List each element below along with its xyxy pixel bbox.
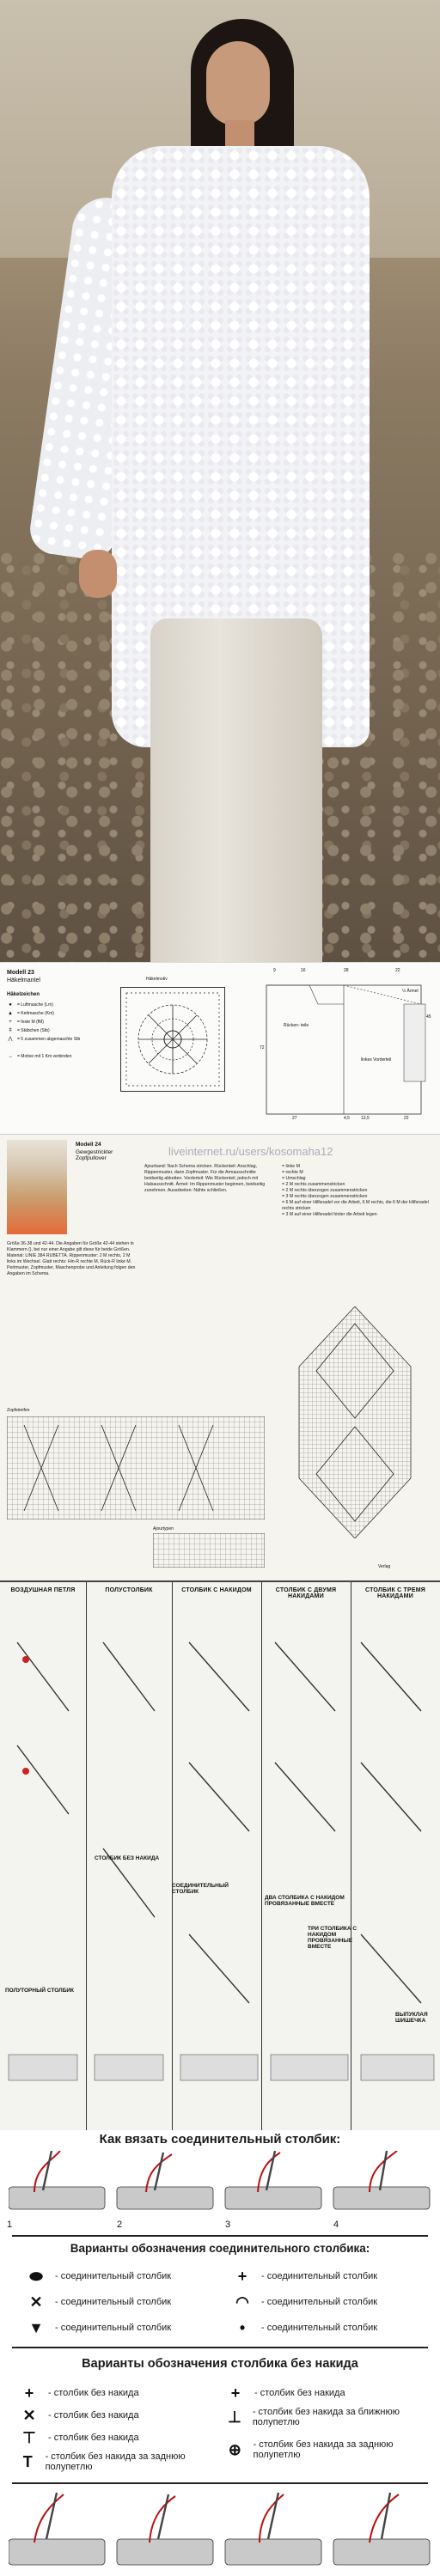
dim-side: 72 bbox=[260, 1045, 265, 1050]
variant-row: ◠ - соединительный столбик bbox=[232, 2293, 377, 2311]
step-number: 1 bbox=[7, 2220, 13, 2230]
pullover-photo bbox=[7, 1140, 67, 1234]
cluster-icon: ⋀ bbox=[8, 1037, 13, 1042]
model-trousers bbox=[150, 618, 322, 962]
slip-stitch-section bbox=[0, 2130, 440, 2576]
legend-list: = linke M = rechte M = Umschlag = 2 M rechts zusammenstricken = 2 M rechts überzogen zusammenstricken = 3 M rechts überzogen zusammenstricken = 6 M auf einer Hilfsnadel vor die Arbeit, 6 M rechts, die 6 M der Hilfsnadel rechts stricken = 3 M auf einer Hilfsnadel hinter die Arbeit legen bbox=[282, 1164, 429, 1217]
dim-top: 22 bbox=[395, 968, 400, 973]
slip-heading: Как вязать соединительный столбик: bbox=[99, 2132, 341, 2147]
scheme-subtitle: Häkelmantel bbox=[7, 977, 40, 984]
variant-row: ✕ - соединительный столбик bbox=[26, 2293, 171, 2311]
column-header: ВОЗДУШНАЯ ПЕТЛЯ bbox=[10, 1587, 76, 1593]
plus-arc-front-icon: ⊥ bbox=[228, 2408, 241, 2426]
filled-oval-icon: ⬬ bbox=[29, 2267, 43, 2285]
legend-row: ▲ = Kettmasche (Km) bbox=[8, 1011, 54, 1016]
plus-icon: + bbox=[230, 2384, 241, 2402]
instructions-col1: Größe 36-38 und 42-44. Die Angaben für Größe 42-44 stehen in Klammern (), bei nur einer Angabe gilt diese für beide Größen. Material: LINIE 384 RUBETTA. Rippenmuster: 2 M rechts, 2 M links im Wechsel. Glatt rechts: Hin-R rechte M, Rück-R linke M. Perlmuster, Zopfmuster, Maschenprobe und Anleitung folgen den Angaben im Schema. bbox=[7, 1241, 136, 1276]
legend-row: → = Motive mit 1 Km verbinden bbox=[8, 1054, 72, 1059]
motif-label: Häkelmotiv bbox=[146, 977, 168, 982]
chain-icon: ● bbox=[9, 1002, 12, 1008]
stitch-illustrations bbox=[0, 1608, 440, 2123]
column-header: ПОЛУСТОЛБИК bbox=[105, 1587, 153, 1593]
stitch-label: ВЫПУКЛАЯ ШИШЕЧКА bbox=[395, 2012, 428, 2024]
instructions-col2: Ajourband: Nach Schema stricken. Rückenteil: Anschlag, Rippenmuster, dann Zopfmuster. Für die Armausschnitte beidseitig abketten. Vorderteil: Wie Rückenteil, jedoch mit Halsausschnitt. Ärmel: Im Rippenmuster beginnen, beidseitig zunehmen. Ausarbeiten: Nähte schließen. bbox=[144, 1164, 266, 1193]
filled-arch-icon: ◠ bbox=[235, 2293, 249, 2311]
plus-arc-back-icon: ⊕ bbox=[228, 2440, 241, 2458]
variant-row: ⊥ - столбик без накида за ближнюю полупетлю bbox=[225, 2407, 431, 2427]
variant-row: ⊤ - столбик без накида bbox=[19, 2429, 139, 2446]
small-dot-icon: • bbox=[239, 2318, 246, 2336]
scheme-title: Modell 23 bbox=[7, 970, 34, 976]
variant-row: + - столбик без накида bbox=[19, 2384, 139, 2402]
motif-chart bbox=[120, 987, 225, 1092]
variant-row: T - столбик без накида за заднюю полупетлю bbox=[19, 2451, 208, 2472]
slip-icon: ▲ bbox=[8, 1011, 13, 1016]
t-bar-bold-icon: T bbox=[22, 2452, 33, 2470]
sc-icon: + bbox=[9, 1020, 12, 1025]
filled-triangle-down-icon: ▼ bbox=[28, 2318, 44, 2336]
scheme-23 bbox=[0, 962, 440, 1135]
stitch-label: СОЕДИНИТЕЛЬНЫЙ СТОЛБИК bbox=[172, 1883, 229, 1895]
part-label: linkes Vorderteil bbox=[361, 1057, 392, 1063]
watermark-text: liveinternet.ru/users/kosomaha12 bbox=[168, 1145, 333, 1158]
plus-icon: + bbox=[24, 2384, 34, 2402]
scheme-title: Modell 24 bbox=[76, 1142, 101, 1148]
dim-top: 16 bbox=[301, 968, 306, 973]
stitch-table bbox=[0, 1580, 440, 2132]
ajour-diamond-chart bbox=[282, 1306, 428, 1538]
part-label: ½ Ärmel bbox=[402, 989, 419, 994]
dim-bottom: 13,5 bbox=[361, 1116, 370, 1121]
motif-diagram bbox=[121, 988, 224, 1091]
divider bbox=[12, 2482, 428, 2484]
part-label: Rücken- teile bbox=[284, 1023, 309, 1028]
join-icon: → bbox=[8, 1054, 13, 1059]
model-hand bbox=[79, 550, 117, 598]
variant-row: ▼ - соединительный столбик bbox=[26, 2319, 171, 2336]
scheme-subtitle: Gewgestrickter Zopfpullover bbox=[76, 1149, 113, 1161]
stitch-label: ПОЛУТОРНЫЙ СТОЛБИК bbox=[5, 1988, 75, 1994]
legend-row: + = feste M (fM) bbox=[7, 1020, 44, 1025]
dc-icon: ǂ bbox=[9, 1028, 12, 1033]
variant-row: + - соединительный столбик bbox=[232, 2268, 377, 2285]
dim-side: 45 bbox=[426, 1014, 431, 1020]
dim-bottom: 22 bbox=[404, 1116, 409, 1121]
model-photo bbox=[0, 0, 440, 962]
ajour-chart bbox=[153, 1533, 265, 1568]
dim-bottom: 4,5 bbox=[344, 1116, 350, 1121]
dim-top: 28 bbox=[344, 968, 349, 973]
dim-top: 9 bbox=[273, 968, 276, 973]
slip-steps-illustration bbox=[9, 2151, 431, 2220]
column-header: СТОЛБИК С ДВУМЯ НАКИДАМИ bbox=[275, 1587, 337, 1599]
cross-x-icon: ✕ bbox=[22, 2406, 36, 2424]
model-face bbox=[206, 41, 270, 125]
stitch-label: СТОЛБИК БЕЗ НАКИДА bbox=[95, 1855, 160, 1861]
scheme-24 bbox=[0, 1134, 440, 1581]
variant-row: ⊕ - столбик без накида за заднюю полупетлю bbox=[225, 2439, 431, 2460]
chart-label: Ajourtypen bbox=[153, 1526, 174, 1532]
t-bar-icon: ⊤ bbox=[22, 2428, 36, 2446]
cross-x-icon: ✕ bbox=[29, 2293, 43, 2311]
variants-heading: Варианты обозначения соединительного столбика: bbox=[70, 2242, 370, 2255]
plus-icon: + bbox=[237, 2267, 248, 2285]
step-number: 4 bbox=[333, 2220, 339, 2230]
legend-row: ǂ = Stäbchen (Stb) bbox=[7, 1028, 50, 1033]
chart-label: Zopfstreifen bbox=[7, 1408, 30, 1413]
step-number: 3 bbox=[225, 2220, 231, 2230]
variant-row: + - столбик без накида bbox=[225, 2384, 345, 2402]
footer-label: Verlag bbox=[378, 1564, 391, 1569]
divider bbox=[12, 2347, 428, 2348]
variant-row: • - соединительный столбик bbox=[232, 2319, 377, 2336]
divider bbox=[12, 2235, 428, 2237]
stitch-label: ДВА СТОЛБИКА С НАКИДОМ ПРОВЯЗАННЫЕ ВМЕСТЕ bbox=[265, 1895, 345, 1907]
stitch-label: ТРИ СТОЛБИКА С НАКИДОМ ПРОВЯЗАННЫЕ ВМЕСТЕ bbox=[308, 1926, 358, 1950]
variant-row: ⬬ - соединительный столбик bbox=[26, 2268, 171, 2285]
legend-row: ⋀ = 5 zusammen abgemaschte Stb bbox=[8, 1037, 81, 1042]
column-header: СТОЛБИК С ТРЕМЯ НАКИДАМИ bbox=[365, 1587, 425, 1599]
variant-row: ✕ - столбик без накида bbox=[19, 2407, 139, 2424]
legend-row: ● = Luftmasche (Lm) bbox=[7, 1002, 53, 1008]
step-number: 2 bbox=[117, 2220, 123, 2230]
sc-steps-illustration bbox=[9, 2491, 431, 2570]
dim-bottom: 27 bbox=[292, 1116, 297, 1121]
legend-title: Häkelzeichen bbox=[7, 992, 40, 997]
sc-heading: Варианты обозначения столбика без накида bbox=[82, 2357, 358, 2371]
column-header: СТОЛБИК С НАКИДОМ bbox=[181, 1587, 252, 1593]
zopf-chart bbox=[7, 1416, 265, 1519]
